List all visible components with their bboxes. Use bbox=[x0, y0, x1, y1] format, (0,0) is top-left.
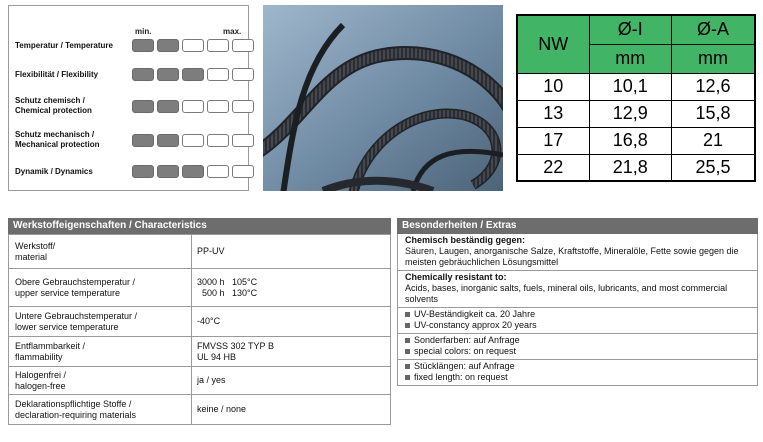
rating-boxes bbox=[132, 39, 254, 52]
unit-cell: mm bbox=[589, 44, 671, 73]
rating-box-filled bbox=[132, 100, 154, 113]
table-row bbox=[9, 367, 391, 395]
colors-block bbox=[398, 334, 757, 360]
rating-label: Dynamik / Dynamics bbox=[15, 167, 93, 176]
extras-section bbox=[397, 218, 758, 386]
rating-box-filled bbox=[132, 68, 154, 81]
table-row bbox=[517, 127, 755, 154]
rating-box-filled bbox=[132, 39, 154, 52]
property-label: Obere Gebrauchstemperatur / upper service temperature bbox=[9, 269, 192, 307]
chem-de-text: Säuren, Laugen, anorganische Salze, Kraftstoffe, Mineralöle, Fette sowie gegen die meisten gebräuchlichen Lösungsmittel bbox=[405, 246, 739, 267]
rating-boxes bbox=[132, 134, 254, 147]
rating-label: Schutz mechanisch / Mechanical protection bbox=[15, 130, 100, 149]
table-cell: 10,1 bbox=[589, 73, 671, 100]
bullet-icon bbox=[405, 312, 410, 317]
nw-header: NW bbox=[517, 15, 589, 73]
property-value: -40°C bbox=[192, 307, 391, 337]
rating-label: Temperatur / Temperature bbox=[15, 41, 113, 50]
rating-box-filled bbox=[157, 134, 179, 147]
property-label: Untere Gebrauchstemperatur / lower service temperature bbox=[9, 307, 192, 337]
table-row bbox=[9, 235, 391, 269]
table-cell: 10 bbox=[517, 73, 589, 100]
bullet-icon bbox=[405, 323, 410, 328]
min-label: min. bbox=[135, 27, 152, 36]
rating-box-empty bbox=[232, 100, 254, 113]
property-rating-panel bbox=[8, 5, 249, 191]
rating-box-filled bbox=[157, 165, 179, 178]
rating-box-filled bbox=[182, 68, 204, 81]
property-label: Halogenfrei / halogen-free bbox=[9, 367, 192, 395]
rating-box-empty bbox=[182, 39, 204, 52]
size-table bbox=[516, 14, 756, 182]
property-value: 3000 h 105°C 500 h 130°C bbox=[192, 269, 391, 307]
table-cell: 12,6 bbox=[671, 73, 755, 100]
unit-cell: mm bbox=[671, 44, 755, 73]
rating-box-empty bbox=[207, 165, 229, 178]
table-row bbox=[517, 73, 755, 100]
bullet-icon bbox=[405, 364, 410, 369]
rating-box-empty bbox=[232, 39, 254, 52]
rating-box-filled bbox=[182, 165, 204, 178]
rating-box-empty bbox=[232, 68, 254, 81]
rating-box-empty bbox=[232, 134, 254, 147]
rating-boxes bbox=[132, 68, 254, 81]
table-cell: 16,8 bbox=[589, 127, 671, 154]
property-value: ja / yes bbox=[192, 367, 391, 395]
rating-label: Schutz chemisch / Chemical protection bbox=[15, 96, 92, 115]
rating-label: Flexibilität / Flexibility bbox=[15, 70, 99, 79]
chem-en-title: Chemically resistant to: bbox=[405, 272, 507, 282]
rating-box-filled bbox=[157, 100, 179, 113]
rating-box-empty bbox=[207, 68, 229, 81]
rating-boxes bbox=[132, 165, 254, 178]
table-cell: 22 bbox=[517, 154, 589, 181]
extras-title: Besonderheiten / Extras bbox=[397, 218, 758, 234]
lengths-en: fixed length: on request bbox=[414, 372, 508, 382]
chemical-resistance-de bbox=[398, 234, 757, 271]
table-row bbox=[9, 337, 391, 367]
characteristics-section bbox=[8, 218, 391, 425]
rating-box-filled bbox=[132, 134, 154, 147]
outer-diameter-header: Ø-A bbox=[671, 15, 755, 44]
table-cell: 21 bbox=[671, 127, 755, 154]
property-label: Deklarationspflichtige Stoffe / declaration-requiring materials bbox=[9, 395, 192, 425]
rating-box-filled bbox=[157, 68, 179, 81]
rating-box-filled bbox=[157, 39, 179, 52]
uv-block bbox=[398, 308, 757, 334]
table-cell: 12,9 bbox=[589, 100, 671, 127]
bullet-icon bbox=[405, 349, 410, 354]
table-cell: 13 bbox=[517, 100, 589, 127]
table-row bbox=[9, 269, 391, 307]
uv-en: UV-constancy approx 20 years bbox=[414, 320, 537, 330]
chemical-resistance-en bbox=[398, 271, 757, 308]
lengths-de: Stücklängen: auf Anfrage bbox=[414, 361, 515, 371]
table-row bbox=[517, 154, 755, 181]
table-row bbox=[9, 307, 391, 337]
rating-box-empty bbox=[207, 100, 229, 113]
table-row bbox=[9, 395, 391, 425]
rating-box-empty bbox=[182, 134, 204, 147]
table-cell: 21,8 bbox=[589, 154, 671, 181]
rating-box-filled bbox=[132, 165, 154, 178]
lengths-block bbox=[398, 360, 757, 385]
rating-box-empty bbox=[207, 134, 229, 147]
chem-en-text: Acids, bases, inorganic salts, fuels, mineral oils, lubricants, and most commercial solvents bbox=[405, 283, 728, 304]
property-value: FMVSS 302 TYP B UL 94 HB bbox=[192, 337, 391, 367]
extras-body bbox=[397, 234, 758, 386]
characteristics-title: Werkstoffeigenschaften / Characteristics bbox=[8, 218, 391, 234]
property-label: Entflammbarkeit / flammability bbox=[9, 337, 192, 367]
table-cell: 15,8 bbox=[671, 100, 755, 127]
rating-box-empty bbox=[182, 100, 204, 113]
uv-de: UV-Beständigkeit ca. 20 Jahre bbox=[414, 309, 536, 319]
inner-diameter-header: Ø-I bbox=[589, 15, 671, 44]
chem-de-title: Chemisch beständig gegen: bbox=[405, 235, 526, 245]
property-value: keine / none bbox=[192, 395, 391, 425]
property-label: Werkstoff/ material bbox=[9, 235, 192, 269]
bullet-icon bbox=[405, 338, 410, 343]
product-photo bbox=[263, 5, 503, 191]
rating-box-empty bbox=[232, 165, 254, 178]
bullet-icon bbox=[405, 375, 410, 380]
colors-en: special colors: on request bbox=[414, 346, 517, 356]
characteristics-table bbox=[8, 234, 391, 425]
rating-box-empty bbox=[207, 39, 229, 52]
table-row bbox=[517, 100, 755, 127]
property-value: PP-UV bbox=[192, 235, 391, 269]
colors-de: Sonderfarben: auf Anfrage bbox=[414, 335, 520, 345]
rating-boxes bbox=[132, 100, 254, 113]
table-cell: 25,5 bbox=[671, 154, 755, 181]
table-cell: 17 bbox=[517, 127, 589, 154]
max-label: max. bbox=[223, 27, 242, 36]
